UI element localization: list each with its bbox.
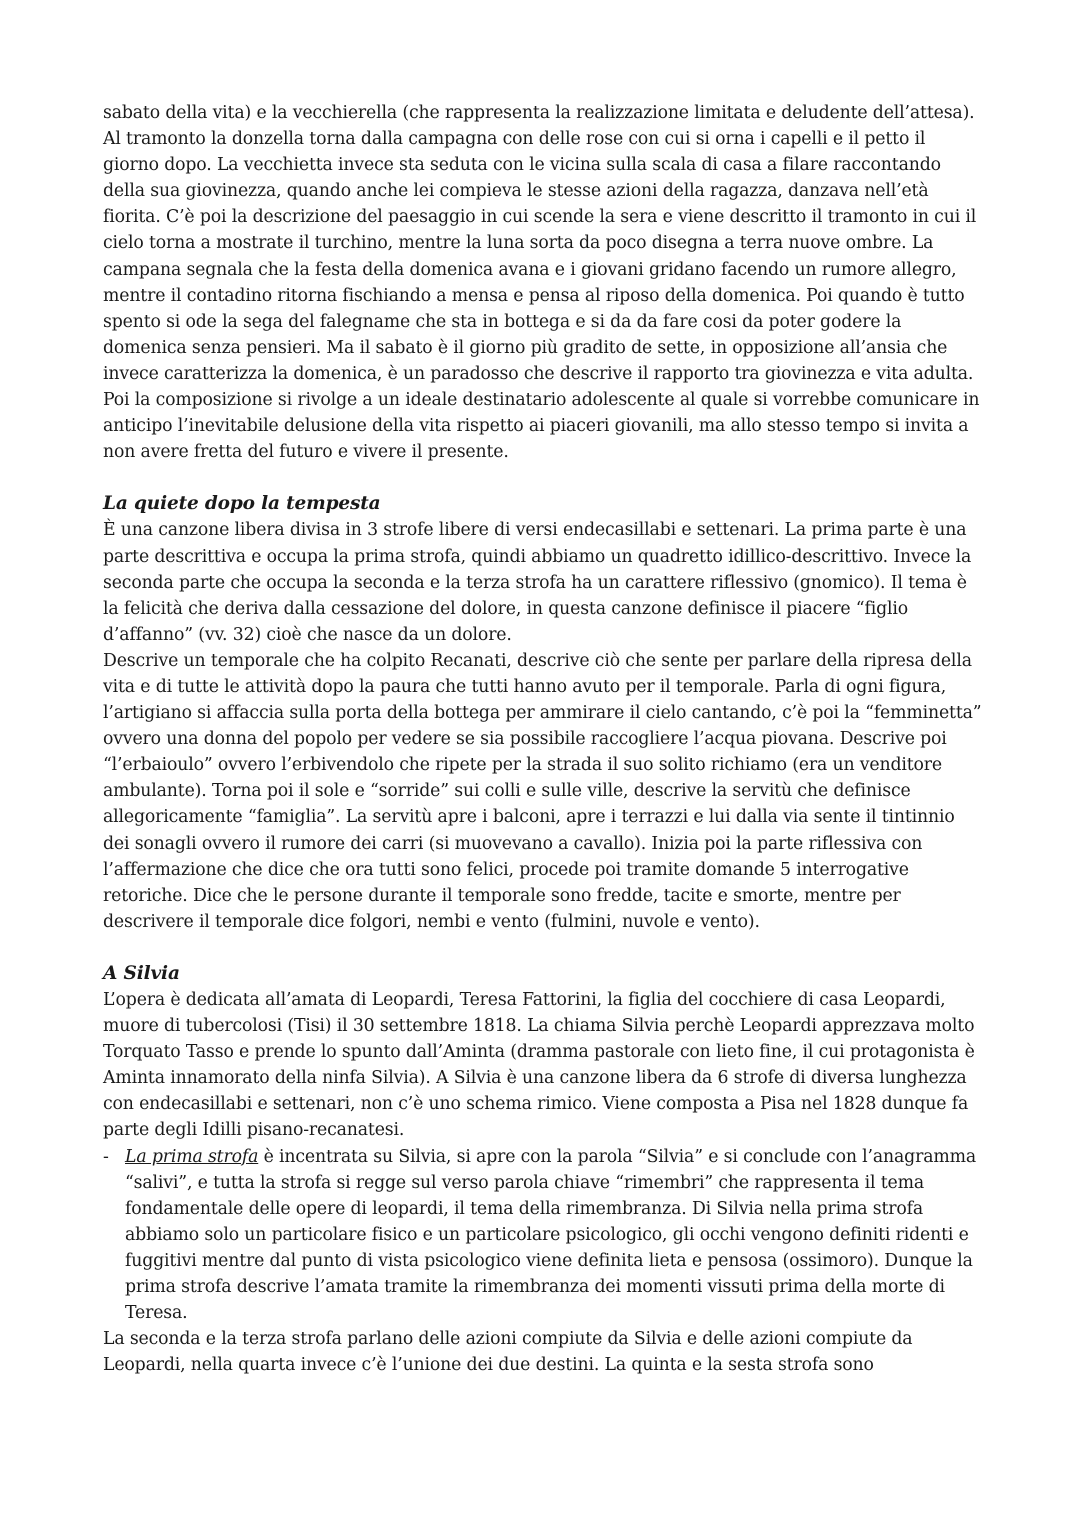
list-item bbox=[125, 1144, 983, 1327]
intro-paragraph: sabato della vita) e la vecchierella (che rappresenta la realizzazione limitata e deludente dell’attesa). Al tramonto la donzella torna dalla campagna con delle rose con cui si orna i capelli e il petto il giorno dopo. La vecchietta invece sta seduta con le vicina sulla scala di casa a filare raccontando della sua giovinezza, quando anche lei compieva le stesse azioni della ragazza, danzava nell’età fiorita. C’è poi la descrizione del paesaggio in cui scende la sera e viene descritto il tramonto in cui il cielo torna a mostrate il turchino, mentre la luna sorta da poco disegna a terra nuove ombre. La campana segnala che la festa della domenica avana e i giovani gridano facendo un rumore allegro, mentre il contadino ritorna fischiando a mensa e pensa al riposo della domenica. Poi quando è tutto spento si ode la sega del falegname che sta in bottega e si da da fare cosi da poter godere la domenica senza pensieri. Ma il sabato è il giorno più gradito de sette, in opposizione all’ansia che invece caratterizza la domenica, è un paradosso che descrive il rapporto tra giovinezza e vita adulta. Poi la composizione si rivolge a un ideale destinatario adolescente al quale si vorrebbe comunicare in anticipo l’inevitabile delusione della vita rispetto ai piaceri giovanili, ma allo stesso tempo si invita a non avere fretta del futuro e vivere il presente. bbox=[103, 103, 980, 463]
quiete-paragraph-2: Descrive un temporale che ha colpito Recanati, descrive ciò che sente per parlare della ripresa della vita e di tutte le attività dopo la paura che tutti hanno avuto per il temporale. Parla di ogni figura, l’artigiano si affaccia sulla porta della bottega per ammirare il cielo cantando, c’è poi la “femminetta” ovvero una donna del popolo per vedere se sia possibile raccogliere l’acqua piovana. Descrive poi “l’erbaioulo” ovvero l’erbivendolo che ripete per la strada il suo solito richiamo (era un venditore ambulante). Torna poi il sole e “sorride” sui colli e sulle ville, descrive la servitù che definisce allegoricamente “famiglia”. La servitù apre i balconi, apre i terrazzi e lui dalla via sente il tintinnio dei sonagli ovvero il rumore dei carri (si muovevano a cavallo). Inizia poi la parte riflessiva con l’affermazione che dice che ora tutti sono felici, procede poi tramite domande 5 interrogative retoriche. Dice che le persone durante il temporale sono fredde, tacite e smorte, mentre per descrivere il temporale dice folgori, nembi e vento (fulmini, nuvole e vento). bbox=[103, 650, 982, 932]
silvia-paragraph-1: L’opera è dedicata all’amata di Leopardi, Teresa Fattorini, la figlia del cocchiere di casa Leopardi, muore di tubercolosi (Tisi) il 30 settembre 1818. La chiama Silvia perchè Leopardi apprezzava molto Torquato Tasso e prende lo spunto dall’Aminta (dramma pastorale con lieto fine, il cui protagonista è Aminta innamorato della ninfa Silvia). A Silvia è una canzone libera da 6 strofe di diversa lunghezza con endecasillabi e settenari, non c’è uno schema rimico. Viene composta a Pisa nel 1828 dunque fa parte degli Idilli pisano-recanatesi. bbox=[103, 990, 975, 1141]
document-page bbox=[103, 100, 983, 1378]
quiete-paragraph-1: È una canzone libera divisa in 3 strofe libere di versi endecasillabi e settenari. La prima parte è una parte descrittiva e occupa la prima strofa, quindi abbiamo un quadretto idillico-descrittivo. Invece la seconda parte che occupa la seconda e la terza strofa ha un carattere riflessivo (gnomico). Il tema è la felicità che deriva dalla cessazione del dolore, in questa canzone definisce il piacere “figlio d’affanno” (vv. 32) cioè che nasce da un dolore. bbox=[103, 520, 972, 645]
section-heading-silvia: A Silvia bbox=[103, 962, 180, 984]
silvia-paragraph-2: La seconda e la terza strofa parlano delle azioni compiute da Silvia e delle azioni compiute da Leopardi, nella quarta invece c’è l’unione dei due destini. La quinta e la sesta strofa sono bbox=[103, 1329, 913, 1376]
silvia-bullet-list bbox=[103, 1144, 983, 1327]
section-gap bbox=[103, 935, 983, 961]
section-gap bbox=[103, 465, 983, 491]
bullet-label: La prima strofa bbox=[125, 1146, 259, 1167]
bullet-text: è incentrata su Silvia, si apre con la parola “Silvia” e si conclude con l’anagramma “salivi”, e tutta la strofa si regge sul verso parola chiave “rimembri” che rappresenta il tema fondamentale delle opere di leopardi, il tema della rimembranza. Di Silvia nella prima strofa abbiamo solo un particolare fisico e un particolare psicologico, gli occhi vengono definiti ridenti e fuggitivi mentre dal punto di vista psicologico viene definita lieta e pensosa (ossimoro). Dunque la prima strofa descrive l’amata tramite la rimembranza dei momenti vissuti prima della morte di Teresa. bbox=[125, 1146, 976, 1324]
section-heading-quiete: La quiete dopo la tempesta bbox=[103, 493, 381, 515]
